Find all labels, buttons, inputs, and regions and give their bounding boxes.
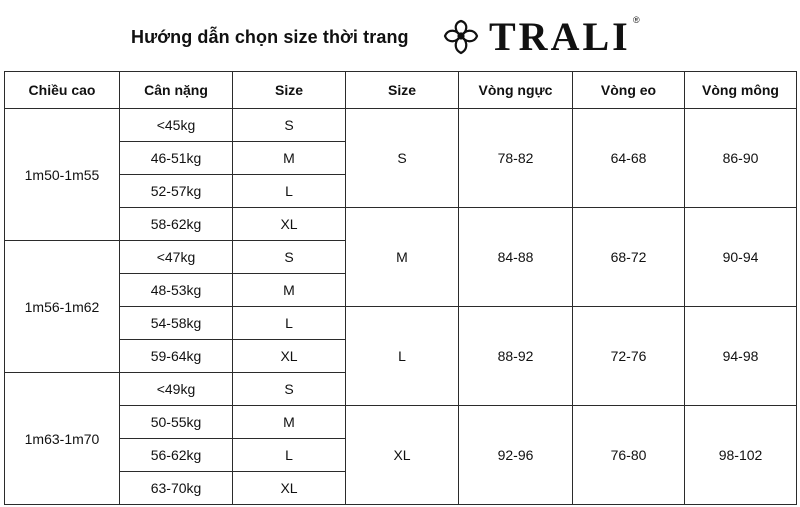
table-row xyxy=(5,109,797,142)
header-height: Chiều cao xyxy=(5,72,120,109)
header-waist: Vòng eo xyxy=(573,72,685,109)
weight-cell: 58-62kg xyxy=(120,208,233,241)
table-row xyxy=(5,208,797,241)
hip-cell: 90-94 xyxy=(685,208,797,307)
size-cell: L xyxy=(233,175,346,208)
weight-cell: <49kg xyxy=(120,373,233,406)
weight-cell: 46-51kg xyxy=(120,142,233,175)
size-cell: XL xyxy=(233,208,346,241)
size-cell: M xyxy=(233,142,346,175)
brand-logo-text: TRALI xyxy=(489,14,631,59)
bust-cell: 92-96 xyxy=(459,406,573,505)
page-header xyxy=(0,0,800,70)
size-cell: S xyxy=(233,241,346,274)
size-cell: S xyxy=(233,373,346,406)
height-range-cell: 1m50-1m55 xyxy=(5,109,120,241)
waist-cell: 76-80 xyxy=(573,406,685,505)
header-bust: Vòng ngực xyxy=(459,72,573,109)
hip-cell: 94-98 xyxy=(685,307,797,406)
measure-size-cell: L xyxy=(346,307,459,406)
waist-cell: 68-72 xyxy=(573,208,685,307)
registered-mark: ® xyxy=(633,15,640,25)
table-row xyxy=(5,406,797,439)
size-chart-table xyxy=(4,71,797,505)
weight-cell: <45kg xyxy=(120,109,233,142)
measure-size-cell: M xyxy=(346,208,459,307)
size-cell: S xyxy=(233,109,346,142)
header-size: Size xyxy=(233,72,346,109)
weight-cell: 56-62kg xyxy=(120,439,233,472)
weight-cell: 50-55kg xyxy=(120,406,233,439)
hip-cell: 86-90 xyxy=(685,109,797,208)
measure-size-cell: S xyxy=(346,109,459,208)
weight-cell: <47kg xyxy=(120,241,233,274)
weight-cell: 52-57kg xyxy=(120,175,233,208)
measure-size-cell: XL xyxy=(346,406,459,505)
bust-cell: 78-82 xyxy=(459,109,573,208)
weight-cell: 54-58kg xyxy=(120,307,233,340)
height-range-cell: 1m56-1m62 xyxy=(5,241,120,373)
size-cell: L xyxy=(233,439,346,472)
table-header-row xyxy=(5,72,797,109)
weight-cell: 48-53kg xyxy=(120,274,233,307)
bust-cell: 88-92 xyxy=(459,307,573,406)
size-cell: XL xyxy=(233,340,346,373)
waist-cell: 64-68 xyxy=(573,109,685,208)
waist-cell: 72-76 xyxy=(573,307,685,406)
page-title: Hướng dẫn chọn size thời trang xyxy=(131,27,409,47)
height-range-cell: 1m63-1m70 xyxy=(5,373,120,505)
header-hip: Vòng mông xyxy=(685,72,797,109)
bust-cell: 84-88 xyxy=(459,208,573,307)
size-cell: M xyxy=(233,274,346,307)
hip-cell: 98-102 xyxy=(685,406,797,505)
size-cell: L xyxy=(233,307,346,340)
weight-cell: 63-70kg xyxy=(120,472,233,505)
header-weight: Cân nặng xyxy=(120,72,233,109)
flower-logo-icon xyxy=(441,18,481,56)
size-cell: XL xyxy=(233,472,346,505)
table-row xyxy=(5,307,797,340)
size-cell: M xyxy=(233,406,346,439)
weight-cell: 59-64kg xyxy=(120,340,233,373)
header-size-measure: Size xyxy=(346,72,459,109)
